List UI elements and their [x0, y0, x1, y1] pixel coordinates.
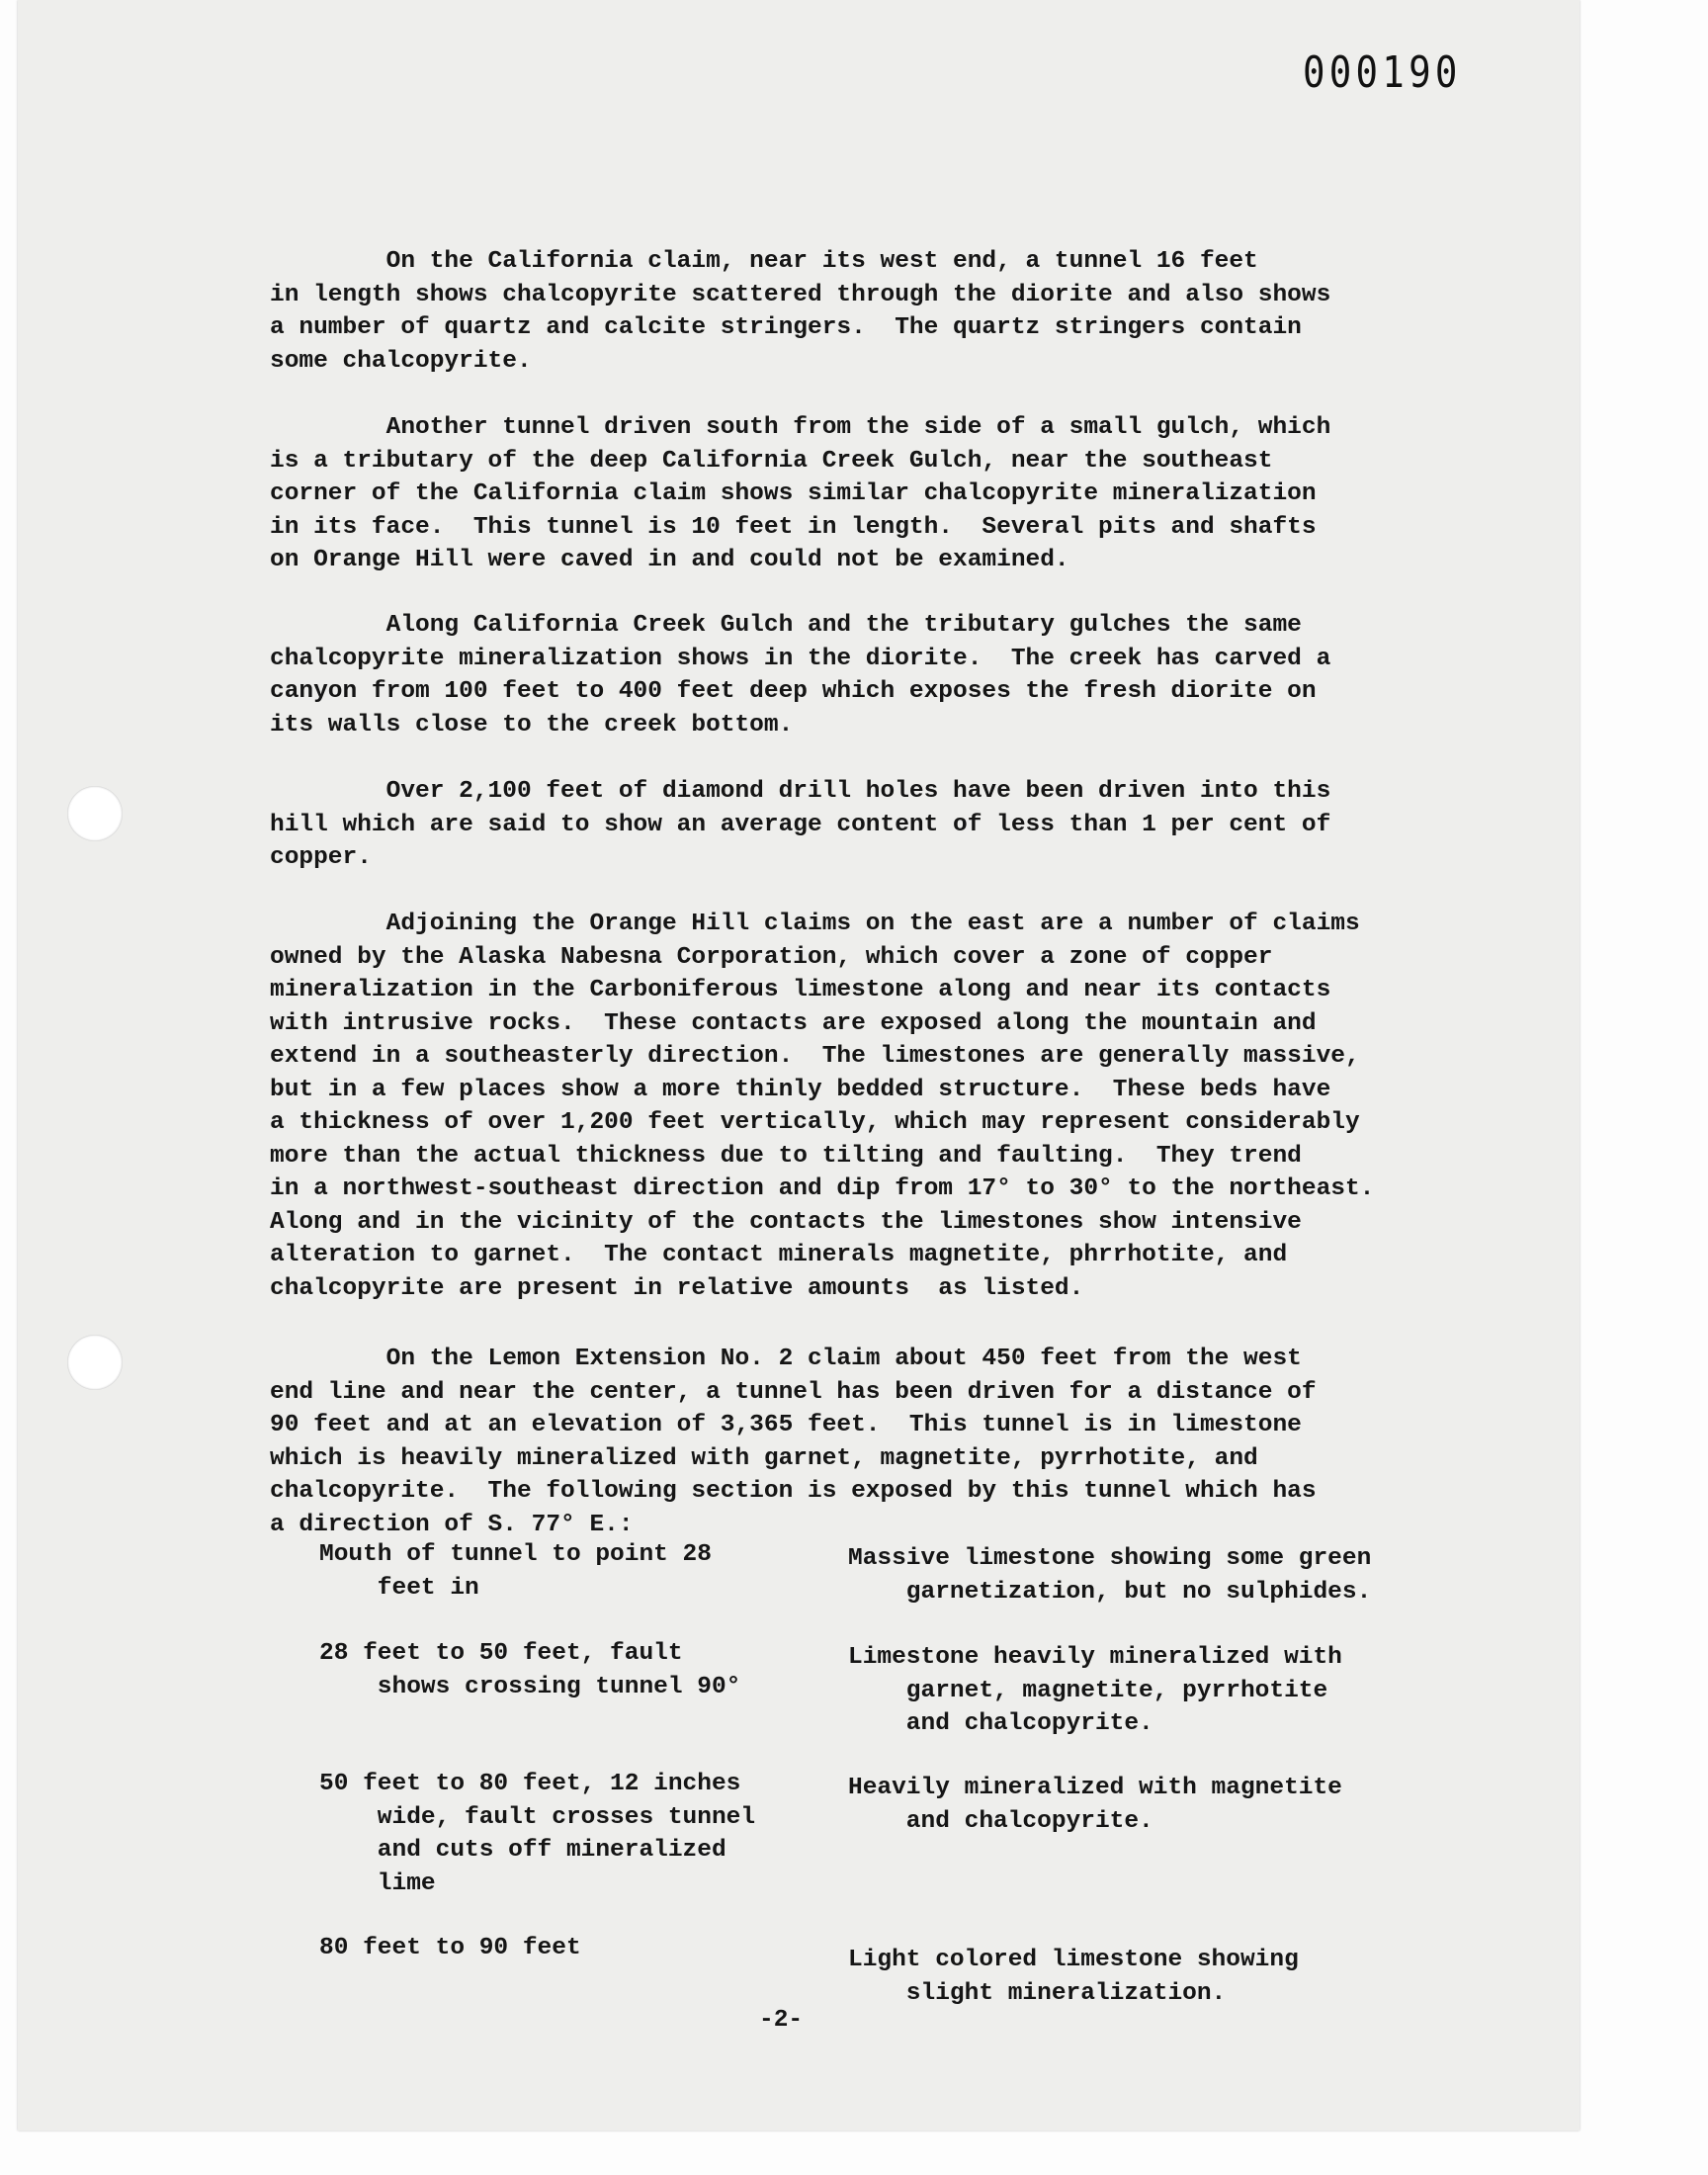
document-page: [18, 0, 1580, 2131]
punch-hole-top: [67, 786, 123, 841]
paragraph-alaska-nabesna: Adjoining the Orange Hill claims on the east are a number of claims owned by the Alaska Nabesna Corporation, which cover a zone of copper mineralization in the Carboniferous limestone along and near its contacts with intrusive rocks. These contacts are exposed along the mountain and extend in a southeasterly direction. The limestones are generally massive, but in a few places show a more thinly bedded structure. These beds have a thickness of over 1,200 feet vertically, which may represent considerably more than the actual thickness due to tilting and faulting. They trend in a northwest-southeast direction and dip from 17° to 30° to the northeast. Along and in the vicinity of the contacts the limestones show intensive alteration to garnet. The contact minerals magnetite, phrrhotite, and chalcopyrite are present in relative amounts as listed.: [270, 911, 1375, 1302]
section-description: Limestone heavily mineralized with garnet, magnetite, pyrrhotite and chalcopyrite.: [848, 1644, 1342, 1737]
paragraph-diamond-drill: Over 2,100 feet of diamond drill holes have been driven into this hill which are said to show an average content of less than 1 per cent of copper.: [270, 778, 1331, 871]
paragraph-creek-gulch: Along California Creek Gulch and the tributary gulches the same chalcopyrite mineralization shows in the diorite. The creek has carved a canyon from 100 feet to 400 feet deep which exposes the fresh diorite on its walls close to the creek bottom.: [270, 612, 1331, 739]
paragraph-california-claim: On the California claim, near its west end, a tunnel 16 feet in length shows chalcopyrite scattered through the diorite and also shows a number of quartz and calcite stringers. The quartz stringers contain some chalcopyrite.: [270, 248, 1331, 375]
document-id-stamp: 000190: [1303, 47, 1462, 98]
section-description: Heavily mineralized with magnetite and chalcopyrite.: [848, 1775, 1342, 1835]
section-interval: 50 feet to 80 feet, 12 inches wide, fault crosses tunnel and cuts off mineralized lime: [319, 1771, 756, 1897]
paragraph-lemon-extension: On the Lemon Extension No. 2 claim about 450 feet from the west end line and near the center, a tunnel has been driven for a distance of 90 feet and at an elevation of 3,365 feet. This tunnel is in limestone which is heavily mineralized with garnet, magnetite, pyrrhotite, and chalcopyrite. The following section is exposed by this tunnel which has a direction of S. 77° E.:: [270, 1346, 1317, 1538]
paragraph-second-tunnel: Another tunnel driven south from the side of a small gulch, which is a tributary of the deep California Creek Gulch, near the southeast corner of the California claim shows similar chalcopyrite mineralization in its face. This tunnel is 10 feet in length. Several pits and shafts on Orange Hill were caved in and could not be examined.: [270, 414, 1331, 573]
section-description: Light colored limestone showing slight mineralization.: [848, 1947, 1299, 2007]
section-interval: 28 feet to 50 feet, fault shows crossing tunnel 90°: [319, 1640, 741, 1700]
section-description: Massive limestone showing some green garnetization, but no sulphides.: [848, 1545, 1372, 1606]
section-interval: 80 feet to 90 feet: [319, 1935, 581, 1961]
section-interval: Mouth of tunnel to point 28 feet in: [319, 1541, 712, 1602]
page-footer-number: -2-: [759, 2007, 804, 2034]
punch-hole-bottom: [67, 1335, 123, 1390]
